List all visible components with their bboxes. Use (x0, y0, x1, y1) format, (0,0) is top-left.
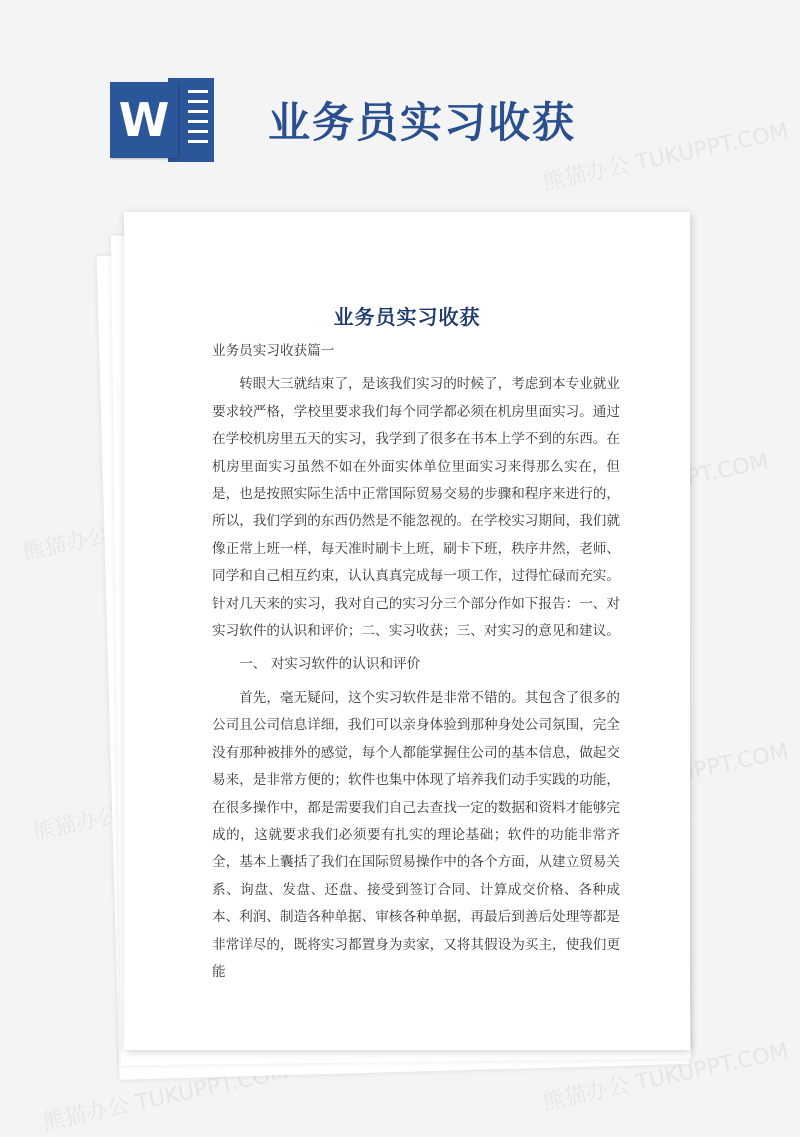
watermark: 熊猫办公 (30, 802, 122, 846)
word-w-badge: W (110, 82, 178, 158)
document-subtitle: 业务员实习收获篇一 (212, 343, 335, 359)
watermark: 熊猫办公 (20, 522, 112, 566)
section-heading: 一、 对实习软件的认识和评价 (239, 656, 421, 673)
document-body (212, 338, 620, 986)
paragraph: 转眼大三就结束了，是该我们实习的时候了，考虑到本专业就业要求较严格，学校里要求我们每个同学都必须在机房里面实习。通过在学校机房里五天的实习，我学到了很多在书本上学不到的东西。在机房里面实习虽然不如在外面实体单位里面实习来得那么实在，但是，也是按照实际生活中正常国际贸易交易的步骤和程序来进行的，所以，我们学到的东西仍然是不能忽视的。在学校实习期间，我们就像正常上班一样，每天准时刷卡上班，刷卡下班，秩序井然，老师、同学和自己相互约束，认认真真完成每一项工作，过得忙碌而充实。针对几天来的实习，我对自己的实习分三个部分作如下报告：一、对实习软件的认识和评价；二、实习收获；三、对实习的意见和建议。 (212, 376, 620, 640)
watermark: 熊猫办公 TUKUPPT.COM (540, 119, 791, 196)
word-icon (110, 78, 214, 162)
watermark: 熊猫办公 TUKUPPT.COM (40, 1059, 291, 1136)
watermark: TUKUPPT.COM (633, 739, 791, 796)
paragraph: 首先，毫无疑问，这个实习软件是非常不错的。其包含了很多的公司且公司信息详细，我们可以亲身体验到那种身处公司氛围，完全没有那种被排外的感觉，每个人都能掌握住公司的基本信息，做起交易来，是非常方便的；软件也集中体现了培养我们动手实践的功能，在很多操作中，都是需要我们自己去查找一定的数据和资料才能够完成的，这就要求我们必须要有扎实的理论基础；软件的功能非常齐全，基本上囊括了我们在国际贸易操作中的各个方面，从建立贸易关系、询盘、发盘、还盘、接受到签订合同、计算成交价格、各种成本、利润、制造各种单据、审核各种单据，再最后到善后处理等都是非常详尽的，既将实习都置身为卖家，又将其假设为买主，使我们更能 (212, 689, 620, 980)
watermark: 熊猫办公 TUKUPPT.COM (540, 1039, 791, 1116)
document-title: 业务员实习收获 (333, 305, 481, 329)
watermark: TUKUPPT.COM (613, 449, 771, 506)
header (0, 0, 800, 200)
header-title: 业务员实习收获 (268, 98, 577, 147)
document-page (124, 212, 690, 1050)
